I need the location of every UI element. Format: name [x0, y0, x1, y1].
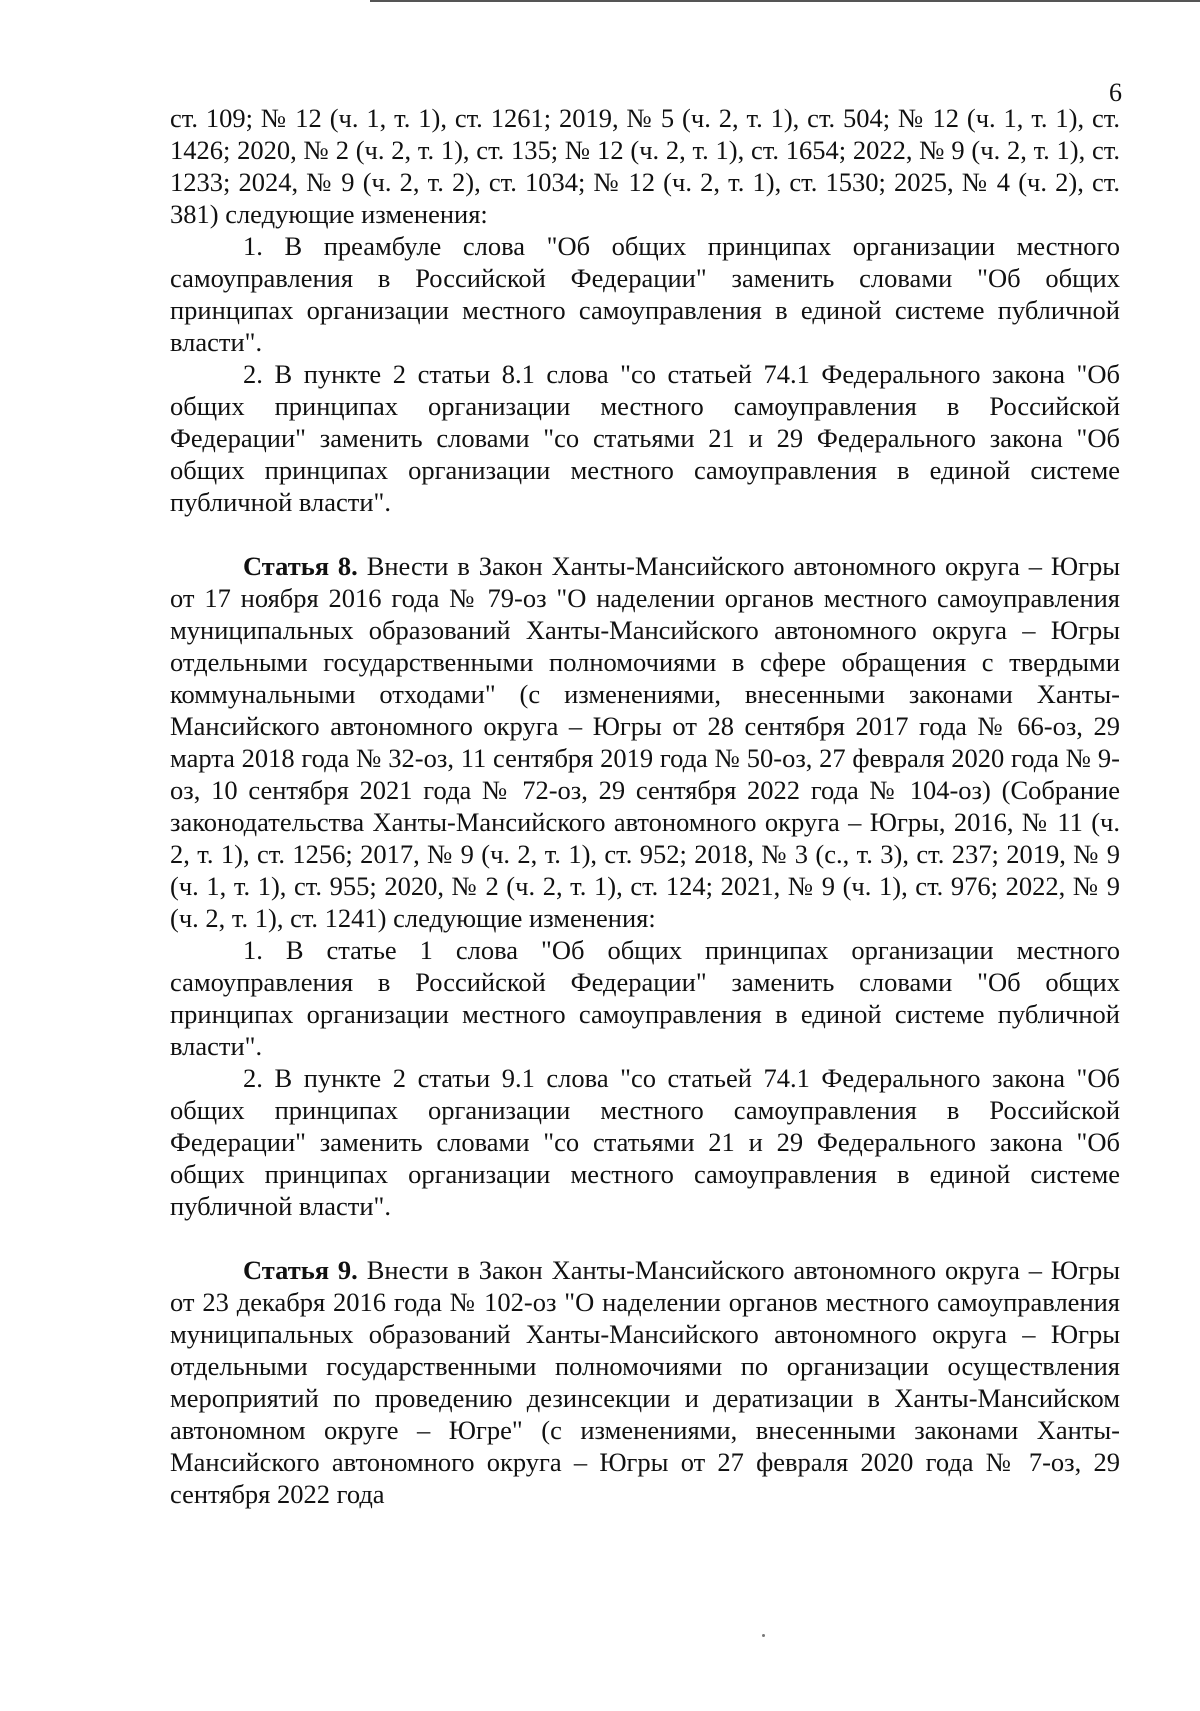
intro-item-1: 1. В преамбуле слова "Об общих принципах организации местного самоуправления в Российской Федерации" заменить словами "Об общих принципах организации местного самоуправления в единой системе публичной власти".	[170, 231, 1120, 357]
intro-item-2: 2. В пункте 2 статьи 8.1 слова "со статьей 74.1 Федерального закона "Об общих принципах организации местного самоуправления в Российской Федерации" заменить словами "со статьями 21 и 29 Федерального закона "Об общих принципах организации местного самоуправления в единой системе публичной власти".	[170, 359, 1120, 517]
article-8-label: Статья 8.	[243, 551, 358, 581]
scan-speck	[762, 1634, 765, 1637]
article-9-label: Статья 9.	[243, 1255, 358, 1285]
top-edge-line	[370, 0, 1200, 2]
page-number: 6	[1109, 78, 1122, 107]
article-8-text: Внести в Закон Ханты-Мансийского автономного округа – Югры от 17 ноября 2016 года № 79-оз "О наделении органов местного самоуправления муниципальных образований Ханты-Мансийского автономного округа – Югры отдельными государственными полномочиями в сфере обращения с твердыми коммунальными отходами" (с изменениями, внесенными законами Ханты-Мансийского автономного округа – Югры от 28 сентября 2017 года № 66-оз, 29 марта 2018 года № 32-оз, 11 сентября 2019 года № 50-оз, 27 февраля 2020 года № 9-оз, 10 сентября 2021 года № 72-оз, 29 сентября 2022 года № 104-оз) (Собрание законодательства Ханты-Мансийского автономного округа – Югры, 2016, № 11 (ч. 2, т. 1), ст. 1256; 2017, № 9 (ч. 2, т. 1), ст. 952; 2018, № 3 (с., т. 3), ст. 237; 2019, № 9 (ч. 1, т. 1), ст. 955; 2020, № 2 (ч. 2, т. 1), ст. 124; 2021, № 9 (ч. 1), ст. 976; 2022, № 9 (ч. 2, т. 1), ст. 1241) следующие изменения:	[170, 551, 1121, 933]
document-body	[170, 102, 1120, 1510]
article-8-item-2: 2. В пункте 2 статьи 9.1 слова "со статьей 74.1 Федерального закона "Об общих принципах организации местного самоуправления в Российской Федерации" заменить словами "со статьями 21 и 29 Федерального закона "Об общих принципах организации местного самоуправления в единой системе публичной власти".	[170, 1063, 1120, 1221]
intro-fragment-paragraph: ст. 109; № 12 (ч. 1, т. 1), ст. 1261; 2019, № 5 (ч. 2, т. 1), ст. 504; № 12 (ч. 1, т. 1), ст. 1426; 2020, № 2 (ч. 2, т. 1), ст. 135; № 12 (ч. 2, т. 1), ст. 1654; 2022, № 9 (ч. 2, т. 1), ст. 1233; 2024, № 9 (ч. 2, т. 2), ст. 1034; № 12 (ч. 2, т. 1), ст. 1530; 2025, № 4 (ч. 2), ст. 381) следующие изменения:	[170, 103, 1120, 229]
article-9-text: Внести в Закон Ханты-Мансийского автономного округа – Югры от 23 декабря 2016 года № 102-оз "О наделении органов местного самоуправления муниципальных образований Ханты-Мансийского автономного округа – Югры отдельными государственными полномочиями по организации осуществления мероприятий по проведению дезинсекции и дератизации в Ханты-Мансийском автономном округе – Югре" (с изменениями, внесенными законами Ханты-Мансийского автономного округа – Югры от 27 февраля 2020 года № 7-оз, 29 сентября 2022 года	[170, 1255, 1121, 1509]
article-8-item-1: 1. В статье 1 слова "Об общих принципах организации местного самоуправления в Российской Федерации" заменить словами "Об общих принципах организации местного самоуправления в единой системе публичной власти".	[170, 935, 1120, 1061]
article-8-paragraph	[170, 550, 1120, 934]
article-9-paragraph	[170, 1254, 1120, 1510]
